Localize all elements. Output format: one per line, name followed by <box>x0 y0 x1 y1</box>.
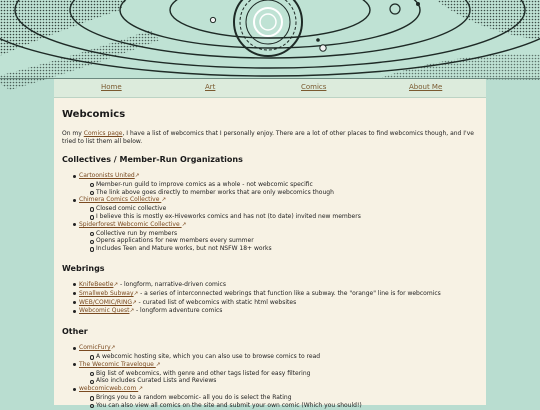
sub-list-item: Member-run guild to improve comics as a whole - not webcomic specific <box>79 181 478 189</box>
resource-link-spiderforest-webcomic-collective[interactable]: Spiderforest Webcomic Collective <box>79 220 182 228</box>
sub-list-item: A webcomic hosting site, which you can also use to browse comics to read <box>79 353 478 361</box>
external-link-icon: ↗ <box>138 386 143 393</box>
external-link-icon: ↗ <box>155 361 161 368</box>
resource-link-webcomic-quest[interactable]: Webcomic Quest <box>79 307 130 315</box>
sub-list-item: Includes Teen and Mature works, but not NSFW 18+ works <box>79 245 478 253</box>
section-list <box>62 281 478 316</box>
list-item <box>62 361 478 385</box>
list-item <box>62 299 478 308</box>
sub-list-item: Collective run by members <box>79 230 478 238</box>
resource-description: - longform, narrative-driven comics <box>118 280 226 288</box>
external-link-icon: ↗ <box>113 281 119 288</box>
external-link-icon: ↗ <box>132 299 137 306</box>
resource-link-cartoonists-united[interactable]: Cartoonists United <box>79 172 135 179</box>
list-item <box>62 196 478 220</box>
external-link-icon: ↗ <box>181 221 187 228</box>
sub-list <box>79 205 478 221</box>
resource-link-the-wecomic-travelogue[interactable]: The Wecomic Travelogue <box>79 360 156 368</box>
nav-about-link[interactable]: About Me <box>409 83 443 91</box>
list-item <box>62 281 478 290</box>
resource-link-knifebeetle[interactable]: KnifeBeetle <box>79 280 114 288</box>
banner-illustration <box>0 0 540 78</box>
section-list <box>62 344 478 409</box>
page-title: Webcomics <box>62 109 126 120</box>
resource-link-smallweb-subway[interactable]: Smallweb Subway <box>79 289 134 297</box>
resource-description: - longform adventure comics <box>134 307 223 315</box>
sub-list-item: Big list of webcomics, with genre and other tags listed for easy filtering <box>79 370 478 378</box>
section-heading-other: Other <box>62 327 88 337</box>
sub-list-item: Also includes Curated Lists and Reviews <box>79 377 478 385</box>
resource-link-comicfury[interactable]: ComicFury <box>79 344 111 352</box>
nav-comics-link[interactable]: Comics <box>301 83 327 91</box>
section-list <box>62 172 478 253</box>
list-item <box>62 385 478 409</box>
sub-list-item: You can also view all comics on the site and submit your own comic (Which you should!) <box>79 402 478 410</box>
external-link-icon: ↗ <box>110 345 116 352</box>
list-item <box>62 344 478 361</box>
section-heading-collectives-member-run-organizations: Collectives / Member-Run Organizations <box>62 155 243 164</box>
resource-link-webcomicweb-com[interactable]: webcomicweb.com <box>79 385 139 393</box>
external-link-icon: ↗ <box>161 197 166 204</box>
list-item <box>62 221 478 253</box>
sub-list-item: The link above goes directly to member works that are only webcomics though <box>79 189 478 197</box>
main-content <box>54 98 486 409</box>
resource-description: - curated list of webcomics with static html websites <box>136 298 297 306</box>
list-item <box>62 307 478 316</box>
sub-list-item: Brings you to a random webcomic- all you do is select the Rating <box>79 394 478 402</box>
sub-list <box>79 230 478 253</box>
sub-list-item: Opens applications for new members every summer <box>79 237 478 245</box>
external-link-icon: ↗ <box>134 173 140 179</box>
section-heading-webrings: Webrings <box>62 263 105 273</box>
external-link-icon: ↗ <box>129 308 135 315</box>
resource-link-web-comic-ring[interactable]: WEB/COMIC/RING <box>79 298 133 306</box>
nav-home-link[interactable]: Home <box>101 83 122 91</box>
intro-paragraph: On my Comics page, I have a list of webcomics that I personally enjoy. There are a lot of other places to find webcomics though, and I've tried to list them all below. <box>62 130 474 145</box>
sub-list <box>79 394 478 410</box>
external-link-icon: ↗ <box>133 290 139 297</box>
resource-description: - a series of interconnected webrings that function like a subway. the "orange" line is for webcomics <box>138 289 441 297</box>
sub-list-item: I believe this is mostly ex-Hiveworks comics and has not (to date) invited new members <box>79 213 478 221</box>
sections-container <box>62 155 478 410</box>
resource-link-chimera-comics-collective[interactable]: Chimera Comics Collective <box>79 196 162 204</box>
list-item <box>62 172 478 196</box>
sub-list <box>79 370 478 386</box>
top-navigation <box>54 79 486 98</box>
sub-list-item: Closed comic collective <box>79 205 478 213</box>
list-item <box>62 290 478 299</box>
sub-list <box>79 353 478 361</box>
header-banner <box>0 0 540 79</box>
sub-list <box>79 181 478 197</box>
comics-page-link[interactable]: Comics page <box>83 130 123 137</box>
nav-art-link[interactable]: Art <box>205 83 216 91</box>
